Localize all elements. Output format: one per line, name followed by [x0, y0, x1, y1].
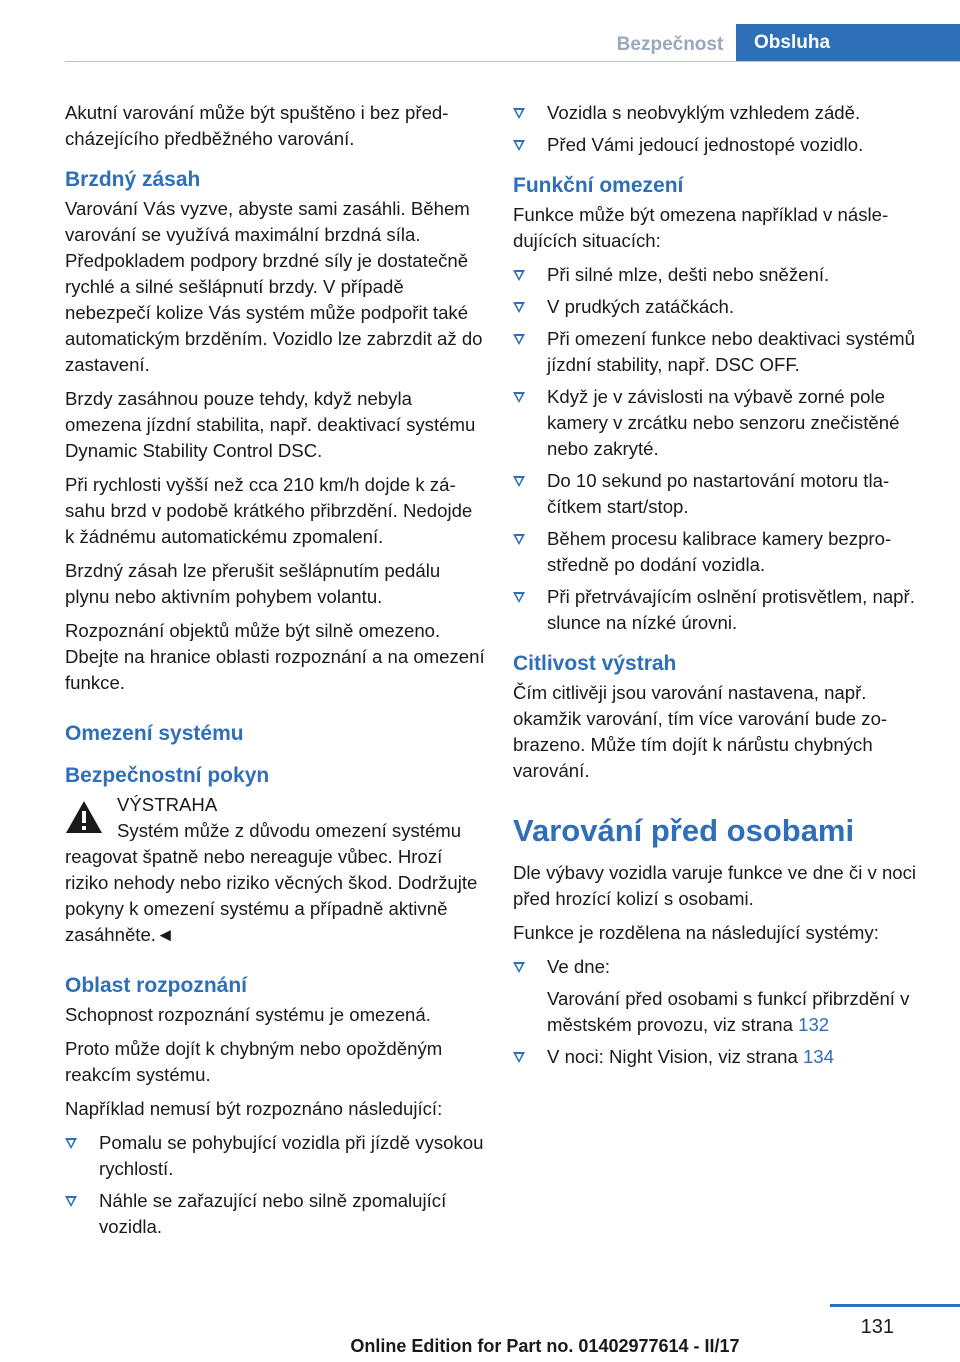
bullet-triangle-icon: [513, 592, 525, 603]
list-item: Do 10 sekund po nastartování motoru tlačítkem start/stop.: [513, 468, 933, 520]
heading-funkcni-omezeni: Funkční omezení: [513, 174, 684, 197]
list-item: V noci: Night Vision, viz strana 134: [513, 1044, 933, 1070]
list-item: Vozidla s neobvyklým vzhledem zádě.: [513, 100, 933, 126]
list-item: Pomalu se pohybující vozidla při jízdě vysokou rychlostí.: [65, 1130, 485, 1182]
bullet-triangle-icon: [513, 534, 525, 545]
list-item: Ve dne: Varování před osobami s funkcí přibrzdění v městském provozu, viz strana 132: [513, 954, 933, 1038]
warning-triangle-icon: [65, 800, 103, 834]
list-item: Při silné mlze, dešti nebo sněžení.: [513, 262, 933, 288]
oblast-paragraph-1: Schopnost rozpoznání systému je omezená.: [65, 1004, 431, 1025]
bullet-triangle-icon: [65, 1196, 77, 1207]
list-item: Když je v závislosti na výbavě zorné pole kamery v zrcátku nebo senzoru znečistěné nebo zakryté.: [513, 384, 933, 462]
brzdny-paragraph-5: Rozpoznání objektů může být silně omezeno. Dbejte na hranice oblasti rozpoznání a na omezení funkce.: [65, 620, 485, 693]
heading-varovani-pred-osobami: Varování před osobami: [513, 813, 855, 848]
list-item: Při přetrvávajícím oslnění protisvětlem, např. slunce na nízké úrovni.: [513, 584, 933, 636]
header-divider: [65, 61, 960, 62]
left-column: [65, 100, 485, 1246]
page-ref-132[interactable]: 132: [798, 1014, 830, 1035]
heading-bezpecnostni-pokyn: Bezpečnostní pokyn: [65, 764, 270, 787]
bullet-triangle-icon: [513, 108, 525, 119]
heading-citlivost-vystrah: Citlivost výstrah: [513, 652, 677, 675]
varovani-paragraph-2: Funkce je rozdělena na následující systémy:: [513, 922, 879, 943]
warning-heading: VÝSTRAHA: [117, 794, 218, 815]
warning-text: Systém může z důvodu omezení systému reagovat špatně nebo nereaguje vůbec. Hrozí riziko nehody nebo riziko věcných škod. Dodržujte pokyny k omezení systému a případně aktivně zasáhněte.◄: [65, 820, 478, 945]
bullet-triangle-icon: [513, 334, 525, 345]
brzdny-paragraph-4: Brzdný zásah lze přerušit sešlápnutím pedálu plynu nebo aktivním pohybem volantu.: [65, 560, 441, 607]
tab-obsluha[interactable]: Obsluha: [736, 24, 960, 62]
page-number: 131: [860, 1316, 894, 1338]
bullet-triangle-icon: [513, 476, 525, 487]
bullet-triangle-icon: [65, 1138, 77, 1149]
list-item: V prudkých zatáčkách.: [513, 294, 933, 320]
footer-divider: [830, 1304, 960, 1307]
varovani-list: [513, 954, 933, 1070]
list-item: Před Vámi jedoucí jednostopé vozidlo.: [513, 132, 933, 158]
bullet-triangle-icon: [513, 302, 525, 313]
right-column: [513, 100, 933, 1076]
intro-paragraph: Akutní varování může být spuštěno i bez předcházejícího předběžného varování.: [65, 102, 449, 149]
funkcni-list: [513, 262, 933, 636]
brzdny-paragraph-1: Varování Vás vyzve, abyste sami zasáhli. Během varování se využívá maximální brzdná síla. Předpokladem podpory brzdné síly je dostatečně rychlé a silné sešlápnutí brzdy. V případě nebezpečí kolize Vás systém může podpořit také automatickým brzděním. Vozidlo lze zabrzdit až do zastavení.: [65, 198, 483, 375]
heading-omezeni-systemu: Omezení systému: [65, 722, 244, 745]
brzdny-paragraph-2: Brzdy zasáhnou pouze tehdy, když nebyla omezena jízdní stabilita, např. deaktivací systému Dynamic Stability Control DSC.: [65, 388, 476, 461]
bullet-triangle-icon: [513, 392, 525, 403]
continued-list: [513, 100, 933, 158]
list-item: Náhle se zařazující nebo silně zpomalující vozidla.: [65, 1188, 485, 1240]
brzdny-paragraph-3: Při rychlosti vyšší než cca 210 km/h dojde k zásahu brzd v podobě krátkého přibrzdění. Nedojde k žádnému automatickému zpomalení.: [65, 474, 473, 547]
bullet-triangle-icon: [513, 270, 525, 281]
oblast-list: [65, 1130, 485, 1240]
bullet-triangle-icon: [513, 962, 525, 973]
heading-brzdny-zasah: Brzdný zásah: [65, 168, 201, 191]
warning-block: [65, 792, 485, 948]
den-description: Varování před osobami s funkcí přibrzdění v městském provozu, viz strana 132: [547, 988, 910, 1035]
heading-oblast-rozpoznani: Oblast rozpoznání: [65, 974, 248, 997]
citlivost-paragraph: Čím citlivěji jsou varování nastavena, např. okamžik varování, tím více varování bude zobrazeno. Může tím dojít k nárůstu chybných varování.: [513, 682, 888, 781]
bullet-triangle-icon: [513, 1052, 525, 1063]
list-item: Při omezení funkce nebo deaktivaci systémů jízdní stability, např. DSC OFF.: [513, 326, 933, 378]
tab-bezpecnost[interactable]: Bezpečnost: [616, 34, 724, 55]
edition-footer: Online Edition for Part no. 01402977614 - II/17: [350, 1336, 740, 1356]
funkcni-paragraph: Funkce může být omezena například v následujících situacích:: [513, 204, 889, 251]
bullet-triangle-icon: [513, 140, 525, 151]
page-ref-134[interactable]: 134: [802, 1046, 834, 1067]
oblast-paragraph-2: Proto může dojít k chybným nebo opožděným reakcím systému.: [65, 1038, 443, 1085]
oblast-paragraph-3: Například nemusí být rozpoznáno následující:: [65, 1098, 443, 1119]
varovani-paragraph-1: Dle výbavy vozidla varuje funkce ve dne či v noci před hrozící kolizí s osobami.: [513, 862, 917, 909]
list-item: Během procesu kalibrace kamery bezprostředně po dodání vozidla.: [513, 526, 933, 578]
